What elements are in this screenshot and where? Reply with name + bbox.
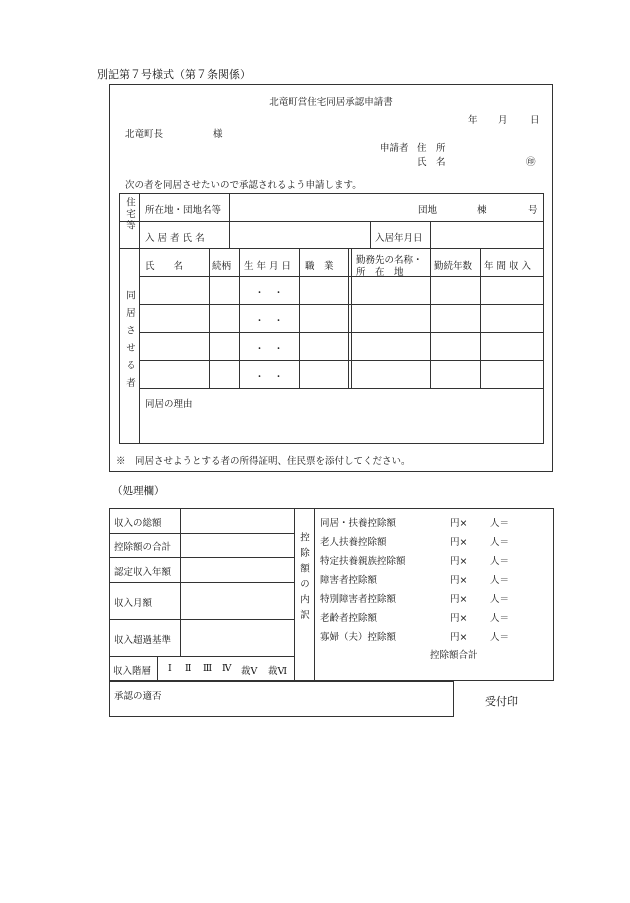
approval-label: 承認の適否 bbox=[114, 691, 162, 702]
receipt-stamp-label: 受付印 bbox=[485, 695, 518, 708]
table-rule bbox=[430, 221, 431, 248]
form-title: 北竜町営住宅同居承認申請書 bbox=[269, 97, 393, 108]
table-rule bbox=[294, 508, 295, 681]
table-rule bbox=[139, 276, 544, 277]
excess-standard-label: 収入超過基準 bbox=[114, 635, 172, 646]
monthly-income-label: 収入月額 bbox=[114, 598, 153, 609]
address-label: 住 所 bbox=[417, 143, 446, 154]
table-rule bbox=[480, 248, 481, 388]
birthdate-placeholder: ・ ・ bbox=[254, 288, 284, 299]
date-day: 日 bbox=[530, 115, 540, 126]
cohabitant-side-label: 同居させる者 bbox=[124, 290, 135, 395]
yen-times: 円× bbox=[450, 556, 468, 567]
tier-1: Ⅰ bbox=[168, 663, 172, 674]
deduction-label: 老人扶養控除額 bbox=[320, 537, 387, 548]
tier-3: Ⅲ bbox=[203, 663, 213, 674]
people-equals: 人＝ bbox=[490, 613, 510, 624]
header-workplace-address: 所 在 地 bbox=[356, 267, 404, 278]
table-rule bbox=[370, 221, 371, 248]
yen-times: 円× bbox=[450, 537, 468, 548]
yen-times: 円× bbox=[450, 632, 468, 643]
yen-times: 円× bbox=[450, 613, 468, 624]
table-rule bbox=[109, 557, 294, 558]
building-label: 棟 bbox=[477, 205, 487, 216]
table-rule bbox=[348, 248, 349, 388]
header-birthdate: 生 年 月 日 bbox=[244, 261, 292, 272]
header-relation: 続柄 bbox=[212, 261, 232, 272]
yen-times: 円× bbox=[450, 518, 468, 529]
total-income-label: 収入の総額 bbox=[114, 518, 162, 529]
deduction-label: 障害者控除額 bbox=[320, 575, 378, 586]
people-equals: 人＝ bbox=[490, 537, 510, 548]
deduction-label: 同居・扶養控除額 bbox=[320, 518, 397, 529]
table-rule bbox=[430, 248, 431, 388]
deduction-total-label: 控除額合計 bbox=[430, 650, 478, 661]
tier-4: Ⅳ bbox=[222, 663, 232, 674]
form-number-label: 別記第７号様式（第７条関係） bbox=[97, 68, 251, 81]
yen-times: 円× bbox=[450, 575, 468, 586]
seal-mark: ㊞ bbox=[526, 157, 536, 168]
date-year: 年 bbox=[468, 115, 478, 126]
header-occupation: 職 業 bbox=[305, 261, 334, 272]
people-equals: 人＝ bbox=[490, 556, 510, 567]
processing-title: （処理欄） bbox=[112, 485, 165, 497]
birthdate-placeholder: ・ ・ bbox=[254, 344, 284, 355]
move-in-date-label: 入居年月日 bbox=[375, 233, 423, 244]
table-rule bbox=[109, 656, 294, 657]
table-rule bbox=[139, 304, 544, 305]
table-rule bbox=[314, 508, 315, 681]
table-rule bbox=[139, 388, 544, 389]
tier-6: 裁Ⅵ bbox=[268, 666, 288, 677]
addressee: 北竜町長 bbox=[125, 129, 164, 140]
date-month: 月 bbox=[498, 115, 508, 126]
table-rule bbox=[351, 248, 352, 388]
header-workplace-name: 勤務先の名称・ bbox=[356, 255, 423, 266]
deduction-breakdown-label: 控除額の内訳 bbox=[298, 532, 309, 625]
people-equals: 人＝ bbox=[490, 575, 510, 586]
table-rule bbox=[109, 533, 294, 534]
yen-times: 円× bbox=[450, 594, 468, 605]
tier-2: Ⅱ bbox=[185, 663, 192, 674]
total-deduction-label: 控除額の合計 bbox=[114, 542, 172, 553]
table-rule bbox=[157, 656, 158, 681]
header-years-employed: 勤続年数 bbox=[434, 261, 473, 272]
tier-5: 裁Ⅴ bbox=[241, 666, 258, 677]
danchi-label: 団地 bbox=[418, 205, 438, 216]
addressee-honorific: 様 bbox=[213, 129, 223, 140]
unit-label: 号 bbox=[528, 205, 538, 216]
deduction-label: 特別障害者控除額 bbox=[320, 594, 397, 605]
header-annual-income: 年 間 収 入 bbox=[484, 261, 532, 272]
birthdate-placeholder: ・ ・ bbox=[254, 316, 284, 327]
intro-text: 次の者を同居させたいので承認されるよう申請します。 bbox=[125, 180, 362, 191]
deduction-label: 寡婦（夫）控除額 bbox=[320, 632, 397, 643]
table-rule bbox=[209, 248, 210, 388]
birthdate-placeholder: ・ ・ bbox=[254, 372, 284, 383]
name-label: 氏 名 bbox=[417, 157, 446, 168]
people-equals: 人＝ bbox=[490, 594, 510, 605]
deduction-label: 老齢者控除額 bbox=[320, 613, 378, 624]
table-rule bbox=[119, 221, 544, 222]
applicant-label: 申請者 bbox=[380, 143, 409, 154]
table-rule bbox=[109, 582, 294, 583]
housing-side-label: 住宅等 bbox=[124, 197, 135, 232]
table-rule bbox=[139, 193, 140, 444]
income-tier-label: 収入階層 bbox=[113, 666, 152, 677]
table-rule bbox=[109, 619, 294, 620]
people-equals: 人＝ bbox=[490, 518, 510, 529]
table-rule bbox=[229, 193, 230, 248]
table-rule bbox=[139, 332, 544, 333]
table-rule bbox=[139, 360, 544, 361]
reason-label: 同居の理由 bbox=[145, 399, 193, 410]
certified-income-label: 認定収入年額 bbox=[114, 567, 172, 578]
people-equals: 人＝ bbox=[490, 632, 510, 643]
table-rule bbox=[299, 248, 300, 388]
deduction-label: 特定扶養親族控除額 bbox=[320, 556, 406, 567]
attachment-note: ※ 同居させようとする者の所得証明、住民票を添付してください。 bbox=[116, 456, 411, 467]
header-name: 氏 名 bbox=[145, 261, 184, 272]
location-label: 所在地・団地名等 bbox=[145, 205, 222, 216]
resident-name-label: 入 居 者 氏 名 bbox=[145, 233, 205, 244]
